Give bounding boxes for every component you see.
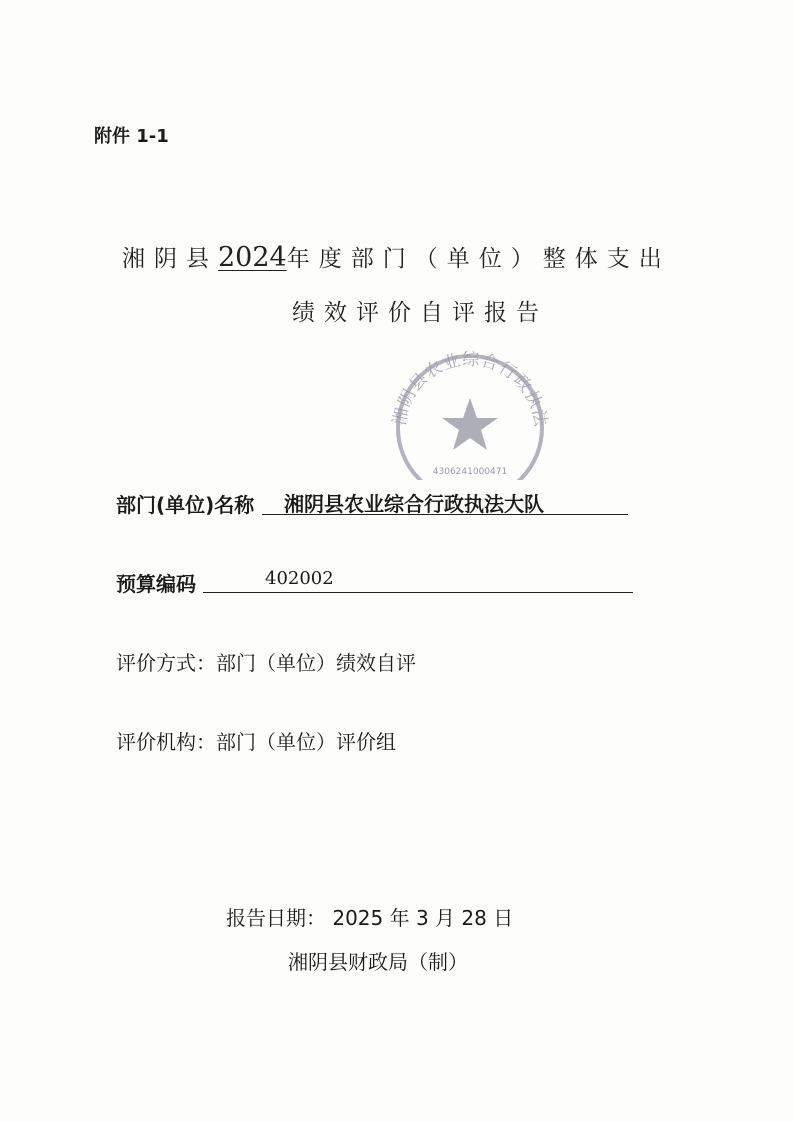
evaluation-organization: 评价机构：部门（单位）评价组 xyxy=(116,730,396,754)
issuing-authority: 湘阴县财政局（制） xyxy=(288,950,468,974)
report-title-line1 xyxy=(122,240,671,273)
unit-name-label: 部门(单位)名称 xyxy=(116,493,255,517)
report-title-line2: 绩效评价自评报告 xyxy=(292,300,548,326)
evaluation-method: 评价方式：部门（单位）绩效自评 xyxy=(116,651,416,675)
seal-text: 湘阴县农业综合行政执法 xyxy=(389,350,551,429)
title-prefix: 湘阴县 xyxy=(122,246,218,272)
budget-code-underline xyxy=(203,592,633,593)
title-year: 2024 xyxy=(218,242,287,273)
budget-code-value: 402002 xyxy=(265,568,334,589)
seal-stamp-icon xyxy=(385,350,555,480)
report-date: 报告日期： 2025 年 3 月 28 日 xyxy=(226,906,514,930)
unit-name-value: 湘阴县农业综合行政执法大队 xyxy=(284,492,544,516)
title-suffix: 年度部门（单位）整体支出 xyxy=(286,246,671,272)
budget-code-label: 预算编码 xyxy=(116,572,196,596)
attachment-label: 附件 1-1 xyxy=(94,126,169,147)
seal-code: 4306241000471 xyxy=(432,467,508,477)
official-seal xyxy=(385,350,555,484)
